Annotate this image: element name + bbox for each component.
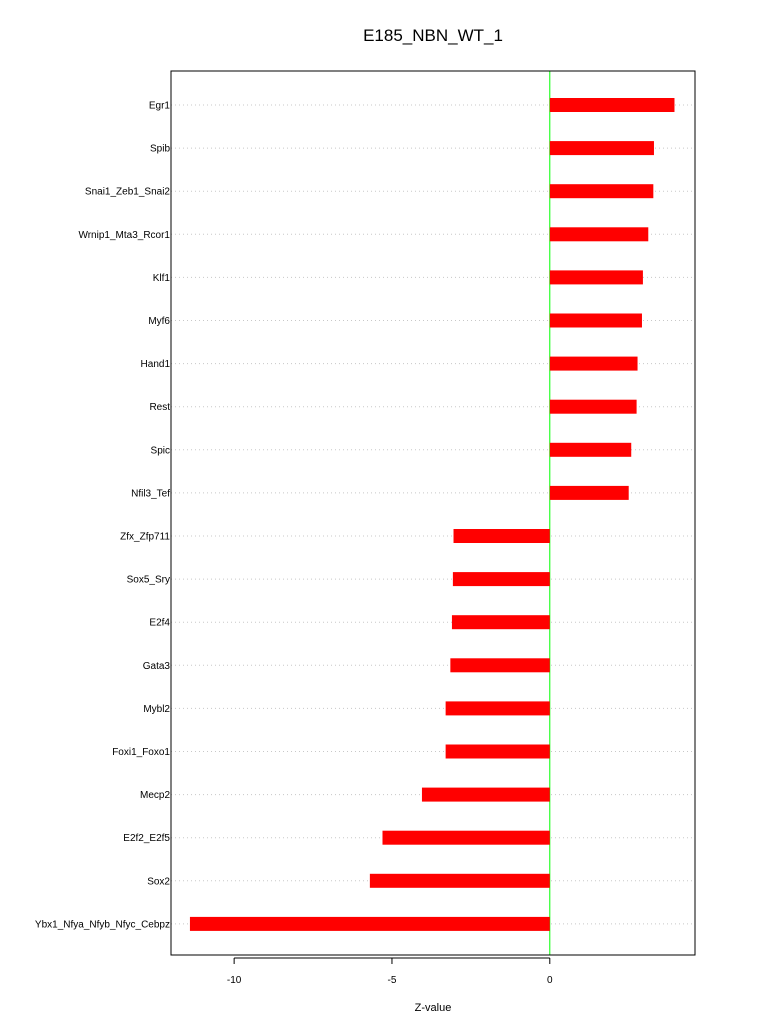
category-label: Sox5_Sry	[126, 574, 170, 586]
bar-Wrnip1_Mta3_Rcor1	[550, 227, 648, 241]
bar-Mecp2	[422, 788, 550, 802]
x-axis	[227, 958, 553, 986]
category-label: Mecp2	[139, 790, 170, 802]
chart-title: E185_NBN_WT_1	[363, 26, 503, 45]
bar-Sox2	[370, 874, 550, 888]
x-tick-label: -5	[387, 975, 397, 986]
category-label: E2f4	[149, 617, 170, 629]
bars	[190, 98, 675, 931]
x-tick-label: -10	[226, 975, 242, 986]
category-label: Klf1	[152, 272, 170, 284]
category-labels	[35, 101, 171, 931]
category-label: Spic	[150, 445, 170, 457]
bar-Gata3	[450, 658, 549, 672]
bar-Spib	[550, 141, 654, 155]
category-label: Hand1	[140, 359, 170, 371]
category-label: Wrnip1_Mta3_Rcor1	[78, 229, 170, 241]
bar-Snai1_Zeb1_Snai2	[550, 184, 654, 198]
category-label: Myf6	[148, 316, 170, 327]
category-label: Snai1_Zeb1_Snai2	[84, 186, 170, 198]
bar-Sox5_Sry	[453, 572, 550, 586]
x-axis-label: Z-value	[414, 1002, 452, 1014]
category-label: Gata3	[142, 660, 170, 672]
category-label: Spib	[149, 143, 170, 155]
category-label: Nfil3_Tef	[131, 488, 170, 500]
bar-Rest	[550, 400, 637, 414]
category-label: Egr1	[148, 100, 170, 112]
category-label: Ybx1_Nfya_Nfyb_Nfyc_Cebpz	[34, 919, 170, 931]
plot-frame	[171, 71, 695, 955]
category-label: Mybl2	[143, 703, 170, 715]
bar-Mybl2	[446, 701, 550, 715]
bar-Zfx_Zfp711	[454, 529, 550, 543]
x-tick-label: 0	[547, 975, 553, 986]
category-label: Sox2	[147, 876, 170, 888]
category-label: E2f2_E2f5	[123, 833, 170, 845]
bar-E2f2_E2f5	[382, 831, 549, 845]
category-label: Rest	[149, 402, 170, 414]
bar-Spic	[550, 443, 631, 457]
bar-Ybx1_Nfya_Nfyb_Nfyc_Cebpz	[190, 917, 550, 931]
bar-Klf1	[550, 270, 643, 284]
category-label: Foxi1_Foxo1	[112, 747, 170, 758]
bar-Egr1	[550, 98, 675, 112]
bar-Myf6	[550, 314, 642, 328]
bar-E2f4	[452, 615, 550, 629]
bar-Hand1	[550, 357, 638, 371]
category-label: Zfx_Zfp711	[120, 531, 170, 543]
bar-Foxi1_Foxo1	[446, 745, 550, 759]
bar-Nfil3_Tef	[550, 486, 629, 500]
